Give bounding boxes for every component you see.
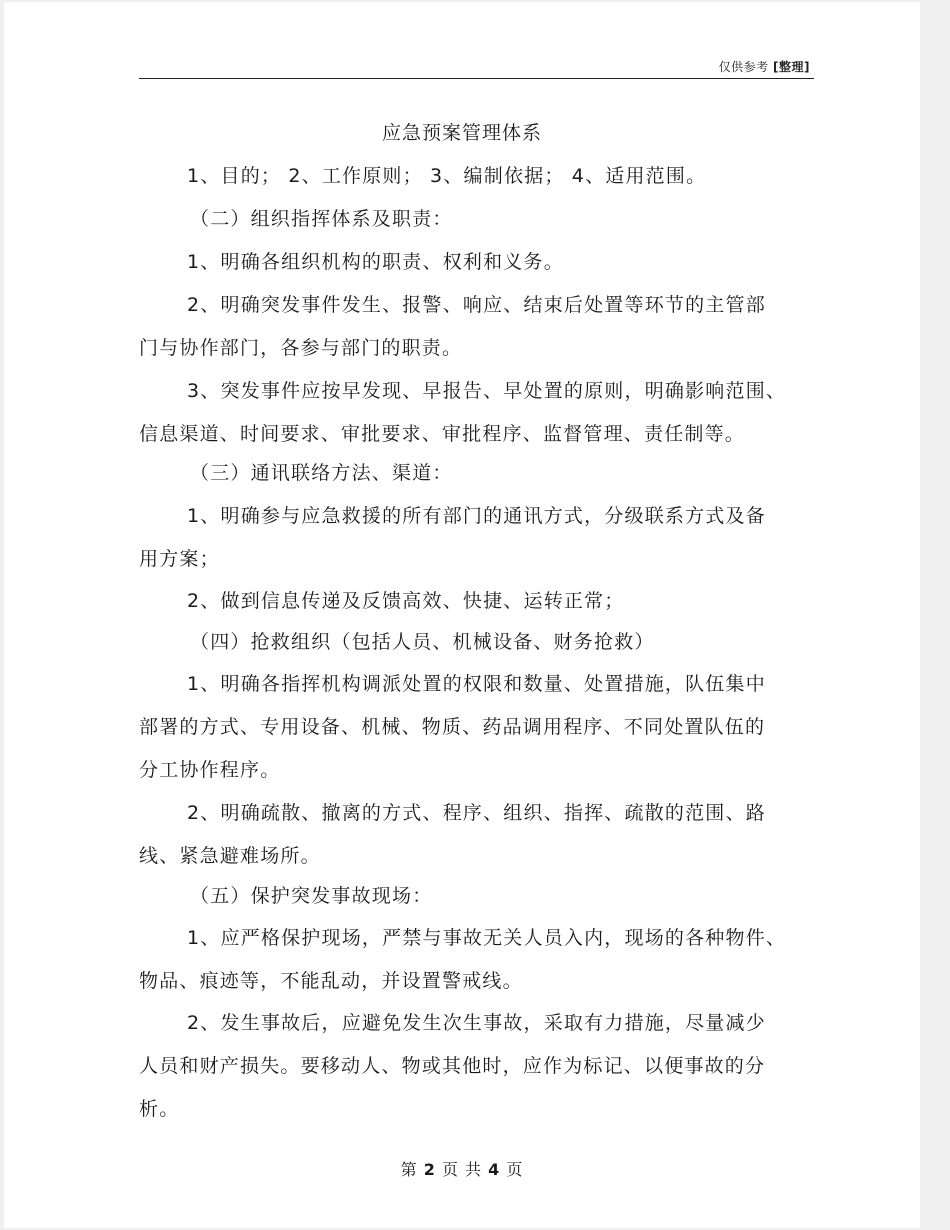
page-footer [4,1157,920,1180]
header-divider [139,78,814,79]
text-line: 1、明确参与应急救援的所有部门的通讯方式，分级联系方式及备 [187,505,766,527]
text-line: 2、做到信息传递及反馈高效、快捷、运转正常； [187,590,625,612]
document-page [4,2,920,1228]
text-line: 2、明确突发事件发生、报警、响应、结束后处置等环节的主管部 [187,294,766,316]
section-heading: （四）抢救组织（包括人员、机械设备、财务抢救） [190,631,655,653]
text-line: 人员和财产损失。要移动人、物或其他时，应作为标记、以便事故的分 [139,1055,766,1077]
text-line: 线、紧急避难场所。 [139,845,321,867]
text-line: 1、明确各组织机构的职责、权利和义务。 [187,251,564,273]
section-heading: （三）通讯联络方法、渠道： [190,462,453,484]
text-line: 2、明确疏散、撤离的方式、程序、组织、指挥、疏散的范围、路 [187,802,766,824]
footer-suffix: 页 [506,1160,524,1179]
footer-mid: 页 共 [441,1160,483,1179]
text-line: 1、明确各指挥机构调派处置的权限和数量、处置措施，队伍集中 [187,673,766,695]
text-line: 门与协作部门，各参与部门的职责。 [139,337,463,359]
document-title: 应急预案管理体系 [381,122,542,144]
text-line: 用方案； [139,548,220,570]
text-line: 析。 [139,1098,180,1120]
header-note: 仅供参考 [718,60,769,74]
current-page-number: 2 [423,1160,436,1179]
text-line: 2、发生事故后，应避免发生次生事故，采取有力措施，尽量减少 [187,1012,766,1034]
text-line: 分工协作程序。 [139,759,281,781]
text-line: 3、突发事件应按早发现、早报告、早处置的原则，明确影响范围、 [187,380,787,402]
text-line: 1、应严格保护现场，严禁与事故无关人员入内，现场的各种物件、 [187,927,787,949]
total-pages-number: 4 [488,1160,501,1179]
section-heading: （五）保护突发事故现场： [190,885,433,907]
text-line: 信息渠道、时间要求、审批要求、审批程序、监督管理、责任制等。 [139,423,746,445]
header-tag: [整理] [773,60,810,74]
footer-prefix: 第 [400,1160,418,1179]
text-line: 部署的方式、专用设备、机械、物质、药品调用程序、不同处置队伍的 [139,716,766,738]
section-heading: （二）组织指挥体系及职责： [190,208,453,230]
text-line: 物品、痕迹等，不能乱动，并设置警戒线。 [139,970,523,992]
page-header [719,58,810,75]
text-line: 1、目的； 2、工作原则； 3、编制依据； 4、适用范围。 [187,165,707,187]
